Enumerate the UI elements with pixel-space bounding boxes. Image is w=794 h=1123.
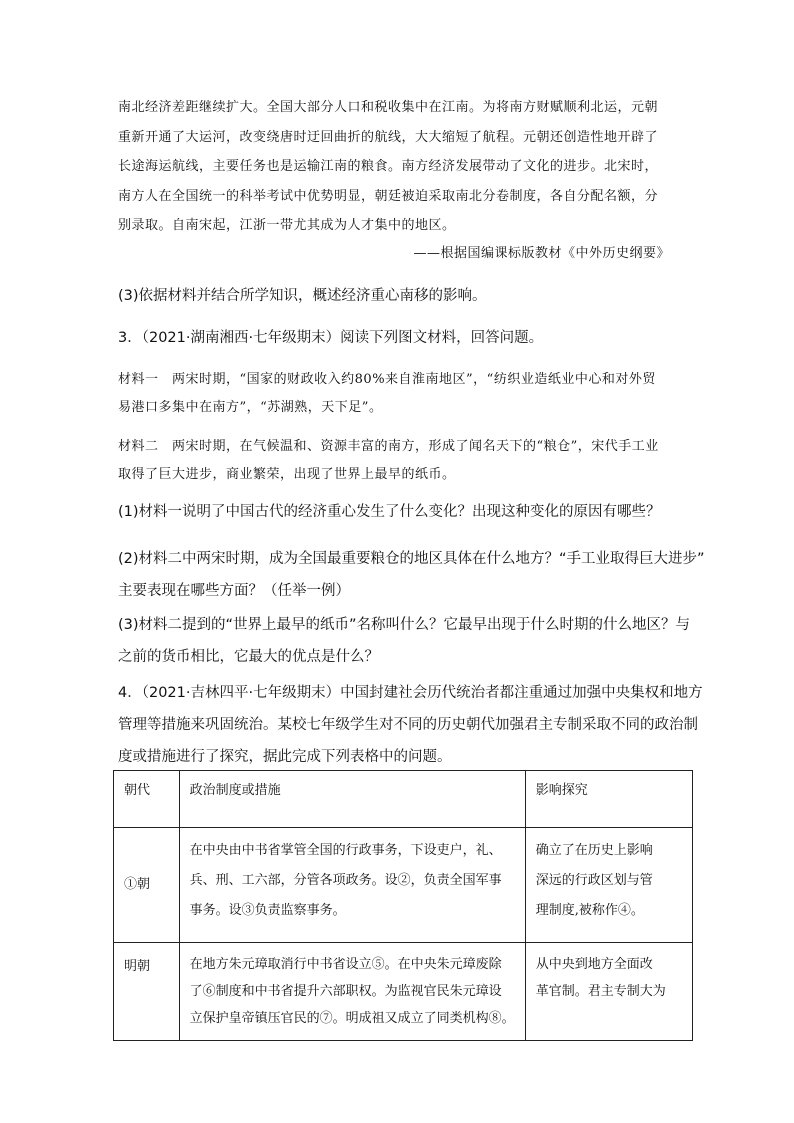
heading-line: 4．（2021·吉林四平·七年级期末）中国封建社会历代统治者都注重通过加强中央集权和地方 <box>118 685 703 701</box>
cell-line: 革官制。君主专制大为 <box>535 984 666 999</box>
table-row <box>114 943 693 1041</box>
intro-line: 重新开通了大运河，改变绕唐时迂回曲折的航线，大大缩短了航程。元朝还创造性地开辟了 <box>118 129 659 145</box>
sub-question-3: (3)依据材料并结合所学知识，概述经济重心南移的影响。 <box>118 288 487 304</box>
impact-cell <box>525 943 692 1041</box>
question-4-heading <box>118 677 703 773</box>
cell-line: 在中央由中书省掌管全国的行政事务，下设吏户，礼、 <box>189 843 502 858</box>
intro-line: 别录取。自南宋起，江浙一带尤其成为人才集中的地区。 <box>118 218 456 233</box>
heading-line: 管理等措施来巩固统治。某校七年级学生对不同的历史朝代加强君主专制采取不同的政治制 <box>118 717 698 733</box>
question-line: (2)材料二中两宋时期，成为全国最重要粮仓的地区具体在什么地方？“手工业取得巨大进步” <box>118 551 705 567</box>
cell-line: 理制度,被称作④。 <box>535 903 644 918</box>
impact-cell <box>525 828 692 943</box>
dynasty-table <box>113 770 693 1041</box>
measures-cell <box>179 943 525 1041</box>
cell-line: 确立了在历史上影响 <box>535 843 653 858</box>
intro-line: 南方人在全国统一的科举考试中优势明显，朝廷被迫采取南北分卷制度，各自分配名额，分 <box>118 188 659 204</box>
question-line: 主要表现在哪些方面？（任举一例） <box>118 583 350 599</box>
dynasty-cell: ①朝 <box>114 828 180 943</box>
table-row <box>114 828 693 943</box>
cell-line: 从中央到地方全面改 <box>535 957 653 972</box>
source-citation: ——根据国编课标版教材《中外历史纲要》 <box>413 246 670 261</box>
question-3-3 <box>118 609 691 673</box>
question-3-2 <box>118 543 705 607</box>
header-dynasty: 朝代 <box>114 771 180 828</box>
intro-paragraph <box>118 93 678 241</box>
material-line: 易港口多集中在南方”，“苏湖熟，天下足”。 <box>118 400 383 415</box>
question-3-heading: 3．（2021·湖南湘西·七年级期末）阅读下列图文材料，回答问题。 <box>118 330 544 346</box>
cell-line: 兵、刑、工六部，分管各项政务。设②，负责全国军事 <box>189 873 502 888</box>
header-impact: 影响探究 <box>525 771 692 828</box>
cell-line: 立保护皇帝镇压官民的⑦。明成祖又成立了同类机构⑧。 <box>189 1011 515 1026</box>
cell-line: 了⑥制度和中书省提升六部职权。为监视官民朱元璋设 <box>189 984 502 999</box>
question-3-1: (1)材料一说明了中国古代的经济重心发生了什么变化？出现这种变化的原因有哪些？ <box>118 504 661 520</box>
material-line: 材料二 两宋时期，在气候温和、资源丰富的南方，形成了闻名天下的“粮仓”，宋代手工业 <box>118 439 659 454</box>
question-line: 之前的货币相比，它最大的优点是什么？ <box>118 649 379 665</box>
header-measures: 政治制度或措施 <box>179 771 525 828</box>
dynasty-cell: 明朝 <box>114 943 180 1041</box>
question-line: (3)材料二提到的“世界上最早的纸币”名称叫什么？它最早出现于什么时期的什么地区？与 <box>118 617 691 633</box>
material-2 <box>118 433 678 489</box>
material-line: 取得了巨大进步，商业繁荣，出现了世界上最早的纸币。 <box>118 467 456 482</box>
cell-line: 在地方朱元璋取消行中书省设立⑤。在中央朱元璋废除 <box>189 957 502 972</box>
heading-line: 度或措施进行了探究，据此完成下列表格中的问题。 <box>118 749 452 765</box>
table-header-row <box>114 771 693 828</box>
intro-line: 南北经济差距继续扩大。全国大部分人口和税收集中在江南。为将南方财赋顺利北运，元朝 <box>118 100 659 115</box>
measures-cell <box>179 828 525 943</box>
cell-line: 深远的行政区划与管 <box>535 873 653 888</box>
intro-line: 长途海运航线，主要任务也是运输江南的粮食。南方经济发展带动了文化的进步。北宋时， <box>118 159 659 174</box>
material-line: 材料一 两宋时期，“国家的财政收入约80%来自淮南地区”，“纺织业造纸业中心和对外贸 <box>118 372 656 387</box>
cell-line: 事务。设③负责监察事务。 <box>189 903 346 918</box>
material-1 <box>118 366 678 422</box>
